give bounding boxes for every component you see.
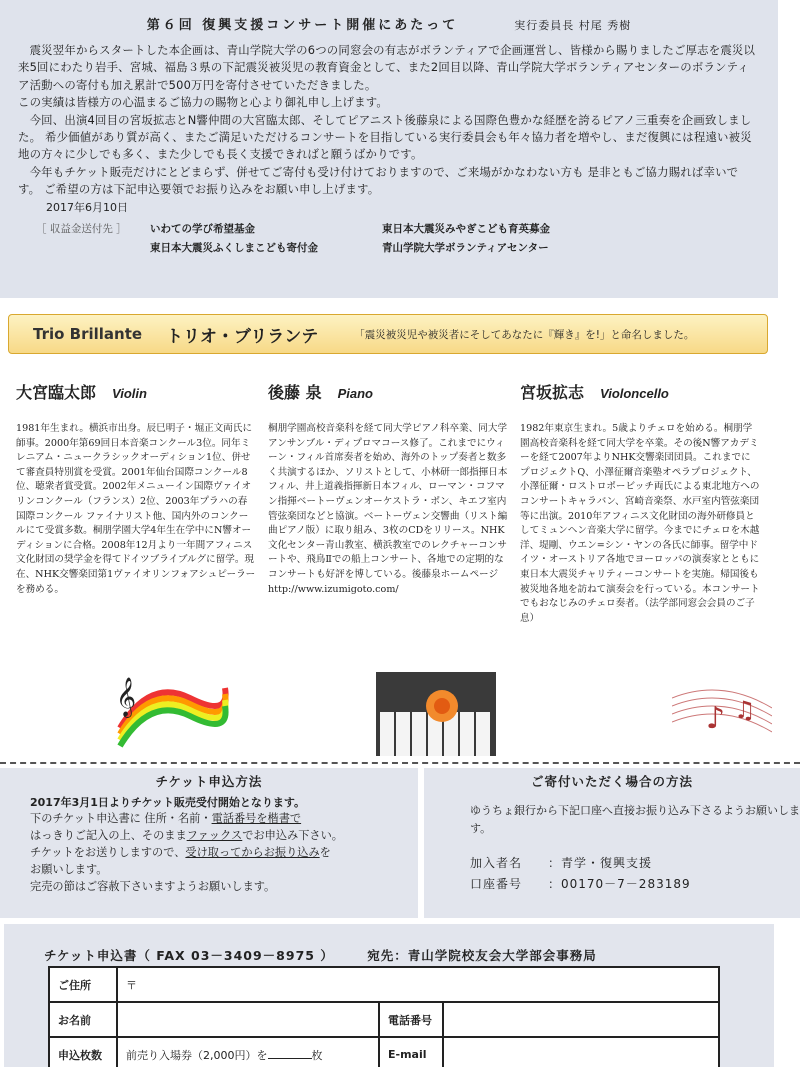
count-unit: 枚 — [311, 1048, 323, 1062]
trio-name-jp: トリオ・ブリランテ — [166, 326, 319, 347]
form-destination: 宛先：青山学院校友会大学部会事務局 — [367, 948, 597, 963]
greeting-paragraph: 今年もチケット販売だけにとどまらず、併せてご寄付も受け付けておりますので、ご来場がかなわない方も 是非ともご協力賜れば幸いです。 ご希望の方は下記申込要領でお振り込みをお願い申し上げます。 — [18, 164, 739, 197]
recipients — [18, 221, 760, 255]
count-field[interactable] — [117, 1037, 379, 1067]
method-text: はっきりご記入の上、そのまま — [30, 829, 187, 842]
greeting-section — [0, 0, 778, 298]
count-text: 前売り入場券（2,000円）を — [126, 1048, 268, 1062]
phone-field[interactable] — [443, 1002, 719, 1037]
trio-banner — [8, 314, 768, 354]
name-field[interactable] — [117, 1002, 379, 1037]
account-label: 口座番号 — [470, 877, 523, 891]
name-label: お名前 — [49, 1002, 117, 1037]
greeting-title: 第６回 復興支援コンサート開催にあたって — [146, 18, 459, 33]
section-divider — [0, 762, 800, 764]
member-bio: 1981年生まれ。横浜市出身。辰巳明子・堀正文両氏に師事。2000年第69回日本音楽コンクール3位。同年ミレニアム・ニュークラシックオーディション1位、併せて審査員特別賞を受賞。2001年仙台国際コンクール8位、聴衆者賞受賞。2002年メニューイン国際ヴァイオリンコンクール（フランス）2位、2003年プラハの春国際コンクール ファイナリスト他、国内外のコンクールにて受賞多数。桐朋学園大学4年生在学中にN響オーディションに合格。2008年12月より一年間アフィニス文化財団の奨学金を得てドイツブライブルグに留学。現在、NHK交響楽団第1ヴァイオリンフォアシュピーラーを務める。 — [16, 423, 256, 595]
form-title: チケット申込書（ FAX 03－3409－8975 ） — [44, 948, 334, 963]
method-text-underlined: 受け取ってからお振り込み — [185, 846, 320, 859]
greeting-date: 2017年6月10日 — [46, 200, 128, 214]
svg-text:𝄞: 𝄞 — [116, 677, 137, 717]
method-line: お願いします。 — [30, 863, 108, 876]
greeting-paragraph: 震災翌年からスタートした本企画は、青山学院大学の6つの同窓会の有志がボランティアで企画運営し、皆様から賜りましたご厚志を震災以来5回にわたり岩手、宮城、福島３県の下記震災被災児の教育資金として、また2回目以降、青山学院大学ボランティアセンターのボランティア活動への寄付も加え累計で500万円を寄付させていただきました。 — [18, 43, 756, 92]
member-name: 後藤 泉 — [268, 383, 322, 402]
donation-header: ご寄付いただく場合の方法 — [530, 774, 693, 789]
method-text: を — [319, 846, 331, 859]
method-text-underlined: 電話番号を — [211, 812, 268, 825]
donation-text: ゆうちょ銀行から下記口座へ直接お振り込み下さるようお願いします。 — [470, 804, 800, 835]
address-field[interactable]: 〒 — [117, 967, 719, 1002]
recipient-org: いわての学び希望基金 — [150, 222, 255, 235]
ticket-form-table — [48, 966, 720, 1067]
account-value: ：00170－7－283189 — [548, 877, 691, 891]
phone-label: 電話番号 — [379, 1002, 443, 1037]
recipient-org: 青山学院大学ボランティアセンター — [382, 241, 549, 254]
member-bio: 1982年東京生まれ。5歳よりチェロを始める。桐朋学園高校音楽科を経て同大学を卒業。その後N響アカデミーを経て2007年よりNHK交響楽団団員。これまでにプロジェクトQ、小澤征爾音楽塾オペラプロジェクト、小澤征爾・ロストロポービッチ両氏による東北地方へのコンサートキャラバン、宮崎音楽祭、水戸室内管弦楽団等に出演。2010年アフィニス文化財団の海外研修員としてミュンヘン音楽大学に留学。今までにチェロを木越洋、堤剛、ウエン=シン・ヤンの各氏に師事。留学中ドイツ・オーストリア各地でヨーロッパの演奏家とともに東日本大震災チャリティーコンサートを実施。帰国後も被災地各地を訪ねて演奏会を行っている。本コンサートでもおなじみのチェロ奏者。（法学部同窓会会員のご子息） — [520, 423, 760, 624]
method-text: でお申込み下さい。 — [242, 829, 343, 842]
member-piano — [268, 380, 508, 597]
rainbow-music-image — [110, 668, 230, 750]
method-line: 完売の節はご容赦下さいますようお願いします。 — [30, 880, 276, 893]
method-text-underlined: 楷書で — [267, 812, 302, 825]
svg-text:♫: ♫ — [734, 696, 756, 724]
ticket-method-section — [0, 768, 418, 918]
greeting-paragraph: この実績は皆様方の心温まるご協力の賜物と心より御礼申し上げます。 — [18, 95, 388, 110]
member-instrument: Violin — [112, 386, 147, 401]
holder-label: 加入者名 — [470, 856, 523, 870]
address-label: ご住所 — [49, 967, 117, 1002]
greeting-paragraph: 今回、出演4回目の宮坂拡志とN響仲間の大宮臨太郎、そしてピアニスト後藤泉による国際色豊かな経歴を誇るピアノ三重奏を企画致しました。 希少価値があり質が高く、またご満足いただけるコンサートを目指している実行委員会も年々協力者を増やし、まだ復興には程遠い被災地の方々に少しでも多く、また少しでも長く支援できればと願うばかりです。 — [18, 112, 752, 162]
ticket-method-header: チケット申込方法 — [155, 774, 263, 789]
ticket-sale-start: 2017年3月1日よりチケット販売受付開始となります。 — [30, 796, 306, 809]
greeting-author: 実行委員長 村尾 秀樹 — [514, 19, 632, 32]
member-violin — [16, 380, 256, 597]
method-line — [30, 827, 418, 844]
trio-tagline: 「震災被災児や被災者にそしてあなたに『輝き』を!」と命名しました。 — [354, 328, 695, 341]
count-label: 申込枚数 — [49, 1037, 117, 1067]
svg-text:♪: ♪ — [706, 701, 726, 736]
account-info — [470, 854, 800, 892]
music-staff-image — [672, 668, 772, 760]
member-instrument: Violoncello — [600, 386, 669, 401]
member-instrument: Piano — [337, 386, 373, 401]
member-cello — [520, 380, 760, 626]
member-bio: 桐朋学園高校音楽科を経て同大学ピアノ科卒業、同大学アンサンブル・ディプロマコース修了。これまでにウィーン・フィル首席奏者を始め、海外のトップ奏者と数多く共演するほか、ソリストとして、小林研一郎指揮日本フィル、井上道義指揮新日本フィル、ローマン・コフマン指揮ベートーヴェンオーケストラ・ボン、キエフ室内管弦楽団などと協演。ベートーヴェン交響曲（リスト編曲ピアノ版）に取り組み、3枚のCDをリリース。NHK文化センター青山教室、横浜教室でのレクチャーコンサートや、飛鳥Ⅱでの船上コンサート、各地での定期的なコンサートも好評を博している。後藤泉ホームページ http://www.izumigoto.com/ — [268, 423, 508, 595]
email-field[interactable] — [443, 1037, 719, 1067]
greeting-body — [18, 42, 760, 199]
email-label: E-mail — [379, 1037, 443, 1067]
greeting-title-row — [18, 14, 760, 42]
method-text: 下のチケット申込書に 住所・名前・ — [30, 812, 212, 825]
donation-section — [424, 768, 800, 918]
method-line — [30, 844, 418, 861]
recipients-label: ［ 収益金送付先 ］ — [36, 222, 127, 235]
recipient-org: 東日本大震災ふくしまこども寄付金 — [150, 241, 318, 254]
method-text: チケットをお送りしますので、 — [30, 846, 186, 859]
trio-name-en: Trio Brillante — [33, 325, 143, 343]
ticket-form-section — [4, 924, 774, 1067]
member-name: 大宮臨太郎 — [16, 383, 97, 402]
method-text-underlined: ファックス — [186, 829, 243, 842]
method-line — [30, 810, 418, 827]
recipient-org: 東日本大震災みやぎこども育英募金 — [382, 222, 550, 235]
holder-value: ：青学・復興支援 — [548, 856, 653, 870]
piano-rose-image — [376, 672, 496, 756]
ticket-form-header — [44, 946, 774, 964]
member-name: 宮坂拡志 — [520, 383, 585, 402]
